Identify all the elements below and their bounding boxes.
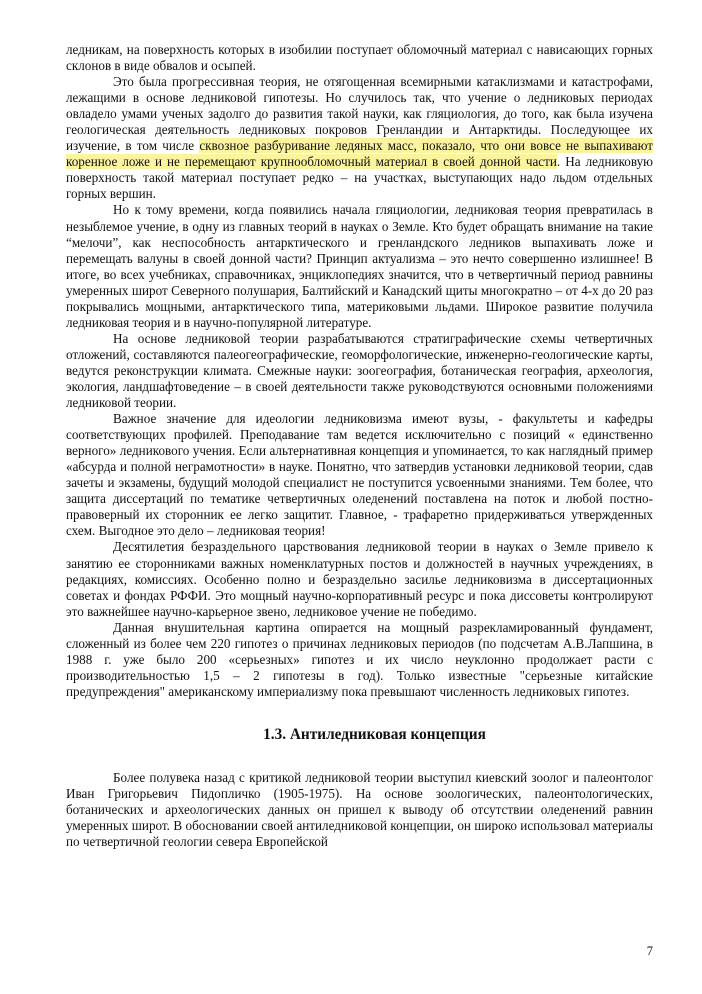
paragraph-antiglacial: Более полувека назад с критикой ледниковой теории выступил киевский зоолог и палеонтолог Иван Григорьевич Пидопличко (1905-1975). На основе зоологических, палеонтологических, ботанических и археологических данных он пришел к выводу об отсутствии оледенений равнин умеренных широт. В обосновании своей антиледниковой концепции, он широко использовал материалы по четвертичной геологии севера Европейской bbox=[66, 769, 653, 850]
section-heading: 1.3. Антиледниковая концепция bbox=[263, 725, 486, 743]
paragraph-hypotheses: Данная внушительная картина опирается на мощный разрекламированный фундамент, сложенный из более чем 220 гипотез о причинах ледниковых периодов (по подсчетам А.В.Лапшина, в 1988 г. уже было 200 «серьезных» гипотез и их число неуклонно продолжает расти с производительностью 1,5 – 2 гипотезы в год). Только известные "серьезные китайские предупреждения" американскому империализму пока превышают численность ледниковых гипотез. bbox=[66, 619, 653, 699]
paragraph-decades: Десятилетия безраздельного царствования ледниковой теории в науках о Земле привело к занятию ее сторонниками важных номенклатурных постов и должностей в научных учреждениях, в редакциях, комиссиях. Особенно полно и безраздельно засилье ледниковизма в диссертационных советах и фондах РФФИ. Это мощный научно-корпоративный ресурс и пока диссоветы контролируют это важнейшее научно-карьерное звено, ледниковое учение не победимо. bbox=[66, 539, 653, 619]
paragraph-continuation: ледникам, на поверхность которых в изобилии поступает обломочный материал с нависающих горных склонов в виде обвалов и осыпей. bbox=[66, 42, 653, 74]
paragraph-glaciology: Но к тому времени, когда появились начала гляциологии, ледниковая теория превратилась в незыблемое учение, в одну из главных теорий в науках о Земле. Кто будет обращать внимание на такие “мелочи”, как неспособность антарктического и гренландского ледников выпахивать ложе и перемещать валуны в своей донной части? Принцип актуализма – это нечто совершенно излишнее! В итоге, во всех учебниках, справочниках, энциклопедиях значится, что в четвертичный период равнины умеренных широт Северного полушария, Балтийский и Канадский щиты многократно – от 4-х до 20 раз покрывались мощными, антарктического типа, материковыми льдами. Широкое развитие получила ледниковая теория и в научно-популярной литературе. bbox=[66, 202, 653, 330]
page-number: 7 bbox=[646, 944, 653, 958]
highlighted-text: сквозное разбуривание ледяных масс, показало, что они вовсе не выпахивают коренное ложе и не перемещают крупнообломочный материал в своей донной части bbox=[66, 138, 653, 170]
paragraph-text-before-highlight: Это была прогрессивная теория, не отягощенная всемирными катаклизмами и катастрофами, лежащими в основе ледниковой гипотезы. Но случилось так, что учение о ледниковых периодах овладело умами ученых задолго до развития такой науки, как гляциология, до того, как была изучена геологическая деятельность ледниковых покровов Гренландии и Антарктиды. Последующее их изучение, в том числе bbox=[66, 74, 653, 154]
paragraph-stratigraphy: На основе ледниковой теории разрабатываются стратиграфические схемы четвертичных отложений, составляются палеогеографические, геоморфологические, инженерно-геологические карты, ведутся реконструкции климата. Смежные науки: зоогеография, ботаническая география, археология, экология, ландшафтоведение – в своей деятельности также руководствуются основными положениями ледниковой теории. bbox=[66, 330, 653, 411]
paragraph-progressive-theory bbox=[66, 74, 653, 202]
paragraph-universities: Важное значение для идеологии ледниковизма имеют вузы, - факультеты и кафедры соответствующих профилей. Преподавание там ведется исключительно с позиций « единственно верного» ледникового учения. Если альтернативная концепция и упоминается, то как наглядный пример «абсурда и полной неграмотности» в науке. Понятно, что затвердив установки ледниковой теории, сдав зачеты и экзамены, будущий молодой специалист не поступится усвоенными знаниями. Тем более, что защита диссертаций по тематике четвертичных оледенений поставлена на поток и любой постно-правоверный их сторонник ее легко защитит. Главное, - трафаретно придерживаться утвержденных схем. Выгодное это дело – ледниковая теория! bbox=[66, 411, 653, 539]
paragraph-text-after-highlight: . На ледниковую поверхность такой материал поступает редко – на участках, выступающих надо льдом отдельных горных вершин. bbox=[66, 154, 653, 202]
